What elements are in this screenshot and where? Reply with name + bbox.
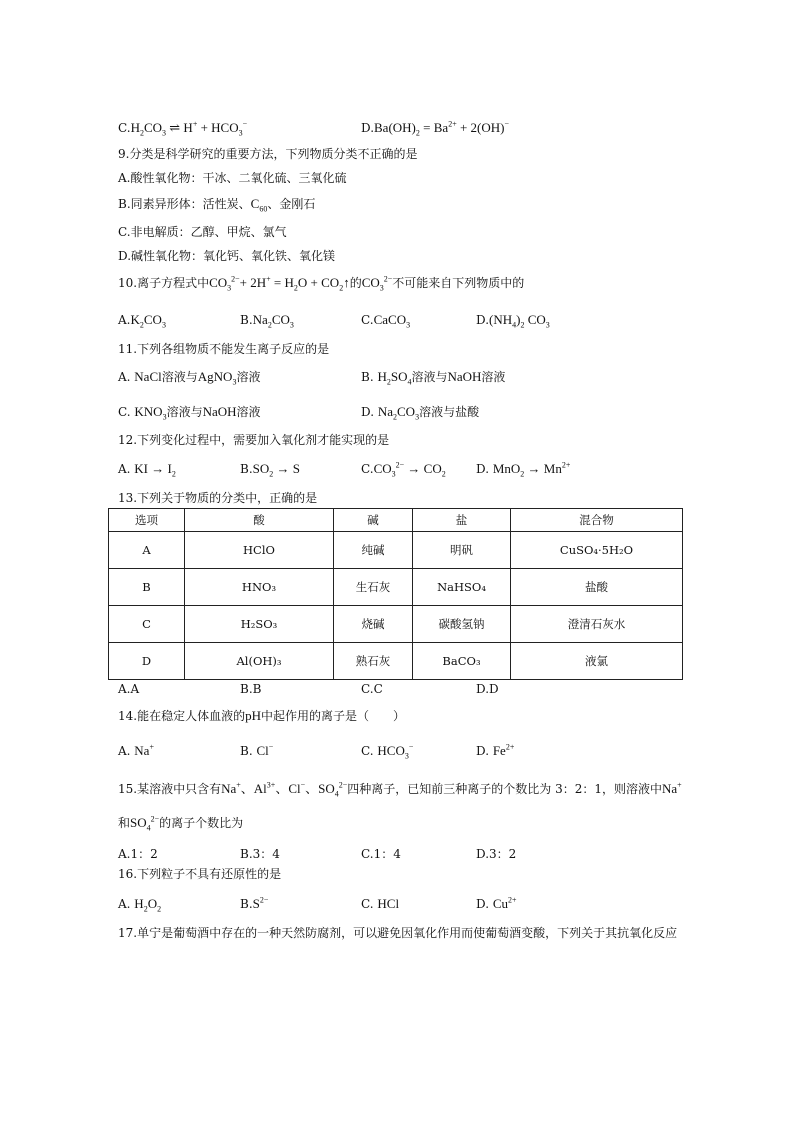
q13-option-c: C.C — [361, 682, 383, 696]
q17-stem: 17.单宁是葡萄酒中存在的一种天然防腐剂，可以避免因氧化作用而使葡萄酒变酸，下列关于其抗氧化反应 — [118, 926, 678, 940]
table-cell: 碳酸氢钠 — [413, 606, 511, 643]
table-cell: 明矾 — [413, 532, 511, 569]
q16-option-a: A. $H_2O_2$ — [118, 896, 162, 914]
table-cell: HClO — [185, 532, 334, 569]
table-header: 选项 — [109, 509, 185, 532]
q15-stem-line1: 15.某溶液中只含有Na+、$Al^{3+}$、Cl−、$SO_4^{2-}$四种离子，已知前三种离子的个数比为 3：2：1，则溶液中Na+ — [118, 780, 682, 799]
q11-option-a: A. NaCl溶液与AgNO$_3$溶液 — [118, 369, 261, 387]
table-row — [109, 606, 683, 643]
q15-option-c: C.1：4 — [361, 847, 401, 861]
q9-option-c: C.非电解质：乙醇、甲烷、氯气 — [118, 225, 287, 239]
table-cell: 纯碱 — [334, 532, 413, 569]
q13-option-d: D.D — [476, 682, 499, 696]
q10-option-c: C.CaCO$_3$ — [361, 312, 411, 330]
table-cell: CuSO₄·5H₂O — [511, 532, 683, 569]
q12-option-a: A. KI → $I_2$ — [118, 461, 176, 479]
q11-option-d: D. $Na_2CO_3$溶液与盐酸 — [361, 404, 480, 422]
table-cell: D — [109, 643, 185, 680]
table-cell: BaCO₃ — [413, 643, 511, 680]
table-cell: 烧碱 — [334, 606, 413, 643]
q10-option-a: $A.K_2CO_3$ — [118, 312, 166, 330]
q12-option-c: $C.CO_3^{2-} \to CO_2$ — [361, 460, 446, 479]
table-cell: C — [109, 606, 185, 643]
q9-option-b: B.同素异形体：活性炭、$C_{60}$、金刚石 — [118, 196, 316, 214]
q14-option-b: B. Cl− — [240, 742, 274, 758]
q10-option-b: $B.Na_2CO_3$ — [240, 312, 294, 330]
table-cell: 生石灰 — [334, 569, 413, 606]
table-header-row — [109, 509, 683, 532]
q14-option-a: A. Na+ — [118, 742, 154, 758]
table-cell: B — [109, 569, 185, 606]
q14-stem: 14.能在稳定人体血液的pH中起作用的离子是（ ） — [118, 708, 405, 723]
table-row — [109, 569, 683, 606]
q13-stem: 13.下列关于物质的分类中，正确的是 — [118, 491, 318, 505]
q11-option-b: B. $H_2SO_4$溶液与NaOH溶液 — [361, 369, 506, 387]
q9-stem: 9.分类是科学研究的重要方法，下列物质分类不正确的是 — [118, 147, 418, 161]
q14-option-c: C. $HCO_3^-$ — [361, 742, 414, 761]
q13-option-b: B.B — [240, 682, 262, 696]
q11-stem: 11.下列各组物质不能发生离子反应的是 — [118, 342, 330, 356]
q12-option-b: $B.SO_2 \to S$ — [240, 461, 300, 479]
table-cell: H₂SO₃ — [185, 606, 334, 643]
table-header: 混合物 — [511, 509, 683, 532]
q9-option-d: D.碱性氧化物：氧化钙、氧化铁、氧化镁 — [118, 249, 336, 263]
table-header: 酸 — [185, 509, 334, 532]
q15-option-a: A.1：2 — [118, 847, 158, 861]
table-header: 碱 — [334, 509, 413, 532]
q8-option-c: $C.H_2CO_3$ ⇌ $H^+ + HCO_3^-$ — [118, 119, 248, 138]
table-row — [109, 643, 683, 680]
table-header: 盐 — [413, 509, 511, 532]
q12-stem: 12.下列变化过程中，需要加入氧化剂才能实现的是 — [118, 433, 390, 447]
table-cell: 液氯 — [511, 643, 683, 680]
q11-option-c: C. $KNO_3$溶液与NaOH溶液 — [118, 404, 261, 422]
table-cell: 熟石灰 — [334, 643, 413, 680]
q13-option-a: A.A — [118, 682, 140, 696]
table-cell: 澄清石灰水 — [511, 606, 683, 643]
table-cell: NaHSO₄ — [413, 569, 511, 606]
q15-option-b: B.3：4 — [240, 847, 280, 861]
q15-stem-line2: 和$SO_4^{2-}$的离子个数比为 — [118, 814, 244, 833]
table-cell: Al(OH)₃ — [185, 643, 334, 680]
q14-option-d: D. $Fe^{2+}$ — [476, 742, 515, 758]
q10-option-d: $D.(NH_4)_2$ $CO_3$ — [476, 312, 550, 330]
q15-option-d: D.3：2 — [476, 847, 517, 861]
q16-option-d: D. $Cu^{2+}$ — [476, 895, 517, 911]
table-row — [109, 532, 683, 569]
q16-option-c: C. HCl — [361, 896, 400, 911]
q16-stem: 16.下列粒子不具有还原性的是 — [118, 867, 282, 881]
table-cell: A — [109, 532, 185, 569]
q16-option-b: $B.S^{2-}$ — [240, 895, 269, 911]
classification-table — [108, 508, 683, 680]
q9-option-a: A.酸性氧化物：干冰、二氧化硫、三氧化硫 — [118, 171, 347, 185]
table-cell: HNO₃ — [185, 569, 334, 606]
q12-option-d: D. $MnO_2 \to Mn^{2+}$ — [476, 460, 571, 479]
table-cell: 盐酸 — [511, 569, 683, 606]
q8-option-d: $D.Ba(OH)_2 = Ba^{2+} + 2(OH)^-$ — [361, 119, 509, 138]
q10-stem: 10.离子方程式中$CO_3^{2-}+ 2H^+ = H_2O$ + $CO_2↑$的$CO_3^{2-}$不可能来自下列物质中的 — [118, 274, 525, 293]
